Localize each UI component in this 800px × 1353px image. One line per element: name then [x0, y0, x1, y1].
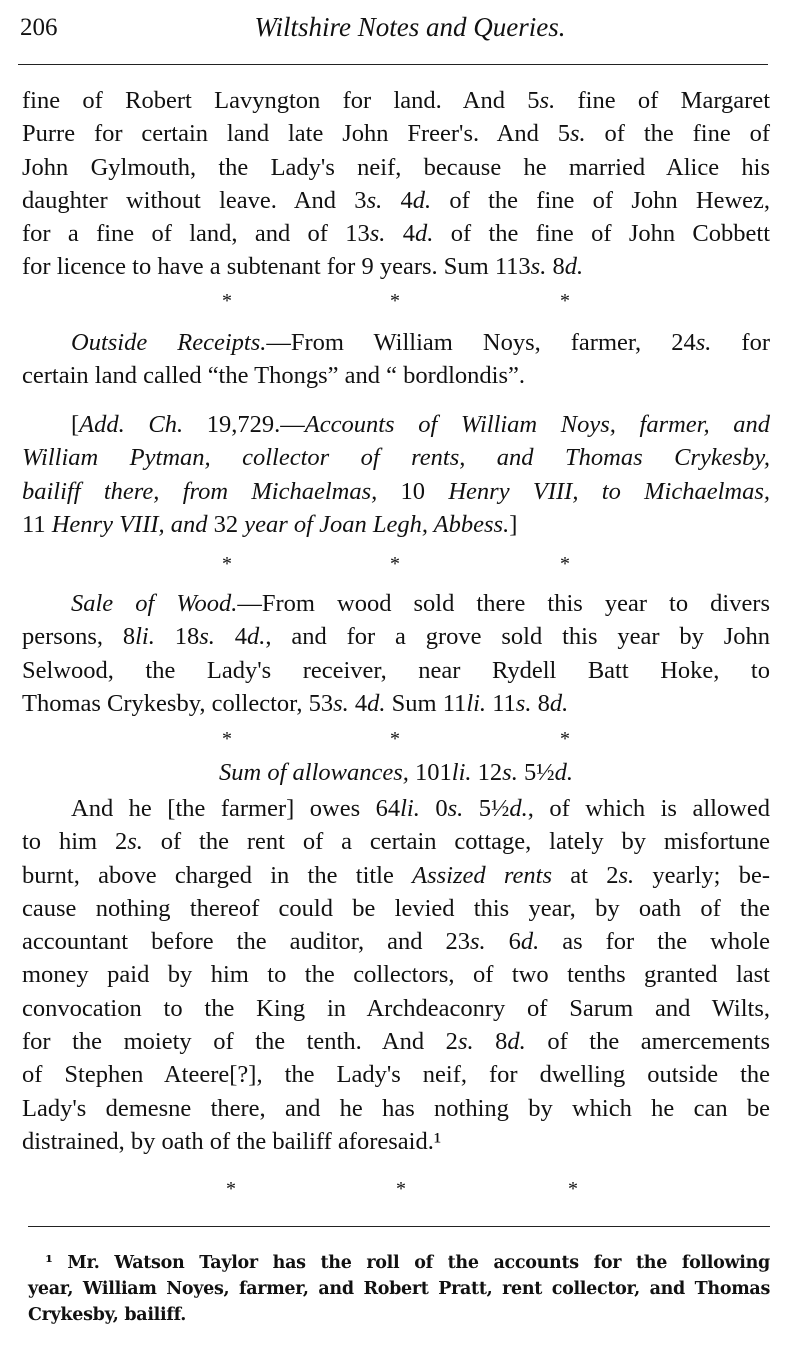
italic-text: li.	[135, 623, 155, 651]
italic-text: d.	[412, 186, 432, 214]
paragraph-sale-of-wood	[22, 587, 770, 720]
text-line	[22, 184, 770, 217]
italic-text: d.	[246, 623, 266, 651]
italic-text: s.	[618, 861, 635, 889]
text-line	[28, 1276, 770, 1302]
page-number: 206	[20, 14, 58, 41]
text: for the moiety of the tenth. And 2	[22, 1028, 458, 1056]
text: John Gylmouth, the Lady's neif, because he married Alice his	[22, 153, 770, 181]
asterisk: *	[390, 290, 400, 312]
text: —From William Noys, farmer, 24	[266, 329, 696, 356]
text: 19,729.—	[183, 411, 305, 438]
text: 4	[385, 220, 416, 248]
italic-text: Assized rents	[412, 861, 552, 889]
text-line	[22, 925, 770, 958]
text-line	[22, 620, 770, 653]
italic-text: d.	[520, 928, 540, 956]
text: 32	[207, 510, 245, 538]
footnote	[28, 1250, 770, 1328]
italic-text: d.	[367, 689, 386, 717]
asterisk: *	[226, 1178, 236, 1200]
asterisk: *	[222, 553, 232, 575]
italic-text: s.	[569, 120, 586, 148]
text: Purre for certain land late John Freer's. And 5	[22, 120, 570, 148]
paragraph-add-ch	[22, 408, 770, 541]
text: yearly; be-	[634, 861, 770, 889]
text-line	[22, 475, 770, 508]
text: at 2	[552, 861, 619, 889]
text: of the fine of	[585, 120, 770, 148]
italic-text: s.	[333, 689, 349, 717]
italic-text: Outside Receipts.	[71, 329, 267, 356]
text-line	[22, 1092, 770, 1125]
text	[22, 329, 71, 356]
italic-text: year of Joan Legh, Abbess.	[244, 510, 510, 538]
text: of the fine of John Hewez,	[431, 186, 771, 214]
running-title: Wiltshire Notes and Queries.	[254, 12, 566, 42]
text: Crykesby, bailiff.	[28, 1305, 186, 1325]
text-line	[22, 892, 770, 925]
text: 10	[377, 477, 449, 505]
text: convocation to the King in Archdeaconry of Sarum and Wilts,	[22, 994, 770, 1022]
italic-text: s.	[530, 253, 547, 281]
text: for licence to have a subtenant for 9 years. Sum 113	[22, 253, 531, 281]
italic-text: d.	[564, 253, 584, 281]
text-line	[22, 992, 770, 1025]
italic-text: s.	[515, 689, 532, 717]
italic-text: s.	[127, 828, 143, 856]
asterisk: *	[560, 290, 570, 312]
italic-text: s.	[369, 220, 386, 248]
italic-text: d.	[415, 220, 434, 248]
text: 0	[419, 795, 448, 822]
text-line	[22, 1125, 770, 1158]
asterisk: *	[560, 553, 570, 575]
text: 101	[408, 759, 452, 786]
footnote-rule	[28, 1226, 770, 1227]
italic-text: Sum of allowances,	[219, 759, 409, 786]
text: of the rent of a certain cottage, lately by misfortune	[142, 828, 771, 856]
asterisk: *	[390, 553, 400, 575]
text: 4	[348, 689, 368, 717]
text-line	[22, 441, 770, 474]
text: 18	[154, 623, 200, 651]
text: 8	[531, 689, 550, 717]
text: 12	[471, 759, 503, 786]
text: 5½	[463, 795, 510, 822]
text: 11	[486, 689, 516, 717]
paragraph-farmer-owes	[22, 792, 770, 1158]
text-line	[22, 792, 770, 825]
text: as for the whole	[539, 928, 770, 956]
text-line	[22, 117, 770, 150]
italic-text: s.	[502, 759, 518, 786]
italic-text: s.	[695, 329, 712, 356]
text: daughter without leave. And 3	[22, 186, 367, 214]
text: certain land called “the Thongs” and “ bordlondis”.	[22, 362, 525, 390]
italic-text: d.	[509, 795, 528, 822]
text: fine of Robert Lavyngton for land. And 5	[22, 87, 540, 114]
text-line	[22, 756, 770, 789]
text: accountant before the auditor, and 23	[22, 928, 470, 956]
text-line	[28, 1250, 770, 1276]
text: money paid by him to the collectors, of two tenths granted last	[22, 961, 770, 989]
text: Sum 11	[385, 689, 467, 717]
italic-text: li.	[400, 795, 420, 822]
text: for a fine of land, and of 13	[22, 220, 370, 248]
text-line	[22, 151, 770, 184]
asterisk: *	[222, 728, 232, 750]
text: to him 2	[22, 828, 128, 856]
text-line	[22, 958, 770, 991]
text-line	[22, 326, 770, 359]
text: 4	[214, 623, 247, 651]
text: of Stephen Ateere[?], the Lady's neif, for dwelling outside the	[22, 1061, 770, 1089]
italic-text: d.	[507, 1028, 526, 1056]
text: And he [the farmer] owes 64	[22, 795, 401, 822]
text: , of which is allowed	[527, 795, 771, 822]
text: Selwood, the Lady's receiver, near Rydell Batt Hoke, to	[22, 656, 770, 684]
text: 6	[485, 928, 521, 956]
text-line	[22, 654, 770, 687]
italic-text: li.	[466, 689, 487, 717]
italic-text: s.	[366, 186, 383, 214]
italic-text: Accounts of William Noys, farmer, and	[304, 411, 771, 438]
text: 11	[22, 510, 52, 538]
text-line	[22, 408, 770, 441]
text-line	[22, 359, 770, 392]
sum-of-allowances	[22, 756, 770, 789]
text: of the fine of John Cobbett	[433, 220, 771, 248]
italic-text: s.	[457, 1028, 474, 1056]
text-line	[22, 587, 770, 620]
text: ]	[509, 510, 518, 538]
italic-text: d.	[554, 759, 573, 786]
text-line	[22, 1025, 770, 1058]
italic-text: Henry VIII, and	[51, 510, 208, 538]
italic-text: s.	[447, 795, 464, 822]
text: [	[22, 411, 80, 438]
italic-text: s.	[539, 87, 556, 114]
text: cause nothing thereof could be levied this year, by oath of the	[22, 894, 770, 922]
text: 5½	[517, 759, 555, 786]
text: of the amercements	[525, 1028, 771, 1056]
asterisk: *	[568, 1178, 578, 1200]
text-line	[22, 859, 770, 892]
text-line	[22, 250, 770, 283]
italic-text: d.	[549, 689, 569, 717]
text-line	[22, 217, 770, 250]
text-line	[22, 1058, 770, 1091]
text-line	[28, 1302, 770, 1328]
text: distrained, by oath of the bailiff aforesaid.¹	[22, 1127, 442, 1155]
text: , and for a grove sold this year by John	[265, 623, 770, 651]
text: 8	[473, 1028, 508, 1056]
text: fine of Margaret	[555, 87, 770, 114]
paragraph-outside-receipts	[22, 326, 770, 393]
italic-text: bailiff there, from Michaelmas,	[22, 477, 378, 505]
italic-text: William Pytman, collector of rents, and Thomas Crykesby,	[22, 444, 770, 472]
italic-text: Sale of Wood.	[71, 590, 238, 617]
text	[22, 590, 71, 617]
text: ¹ Mr. Watson Taylor has the roll of the accounts for the following	[28, 1253, 770, 1273]
italic-text: s.	[469, 928, 486, 956]
text: burnt, above charged in the title	[22, 861, 413, 889]
text: for	[711, 329, 770, 356]
text-line	[22, 84, 770, 117]
text: persons, 8	[22, 623, 136, 651]
text: —From wood sold there this year to divers	[237, 590, 771, 617]
text: year, William Noyes, farmer, and Robert Pratt, rent collector, and Thomas	[28, 1279, 770, 1299]
asterisk: *	[560, 728, 570, 750]
text-line	[22, 508, 770, 541]
text: 4	[382, 186, 413, 214]
italic-text: li.	[451, 759, 472, 786]
text: Thomas Crykesby, collector, 53	[22, 689, 334, 717]
asterisk: *	[396, 1178, 406, 1200]
paragraph-fines	[22, 84, 770, 284]
text: 8	[546, 253, 565, 281]
header-rule	[18, 64, 768, 65]
asterisk: *	[390, 728, 400, 750]
italic-text: Add. Ch.	[79, 411, 184, 438]
italic-text: Henry VIII, to Michaelmas,	[448, 477, 770, 505]
asterisk: *	[222, 290, 232, 312]
text-line	[22, 825, 770, 858]
text: Lady's demesne there, and he has nothing by which he can be	[22, 1094, 770, 1122]
italic-text: s.	[199, 623, 215, 651]
text-line	[22, 687, 770, 720]
